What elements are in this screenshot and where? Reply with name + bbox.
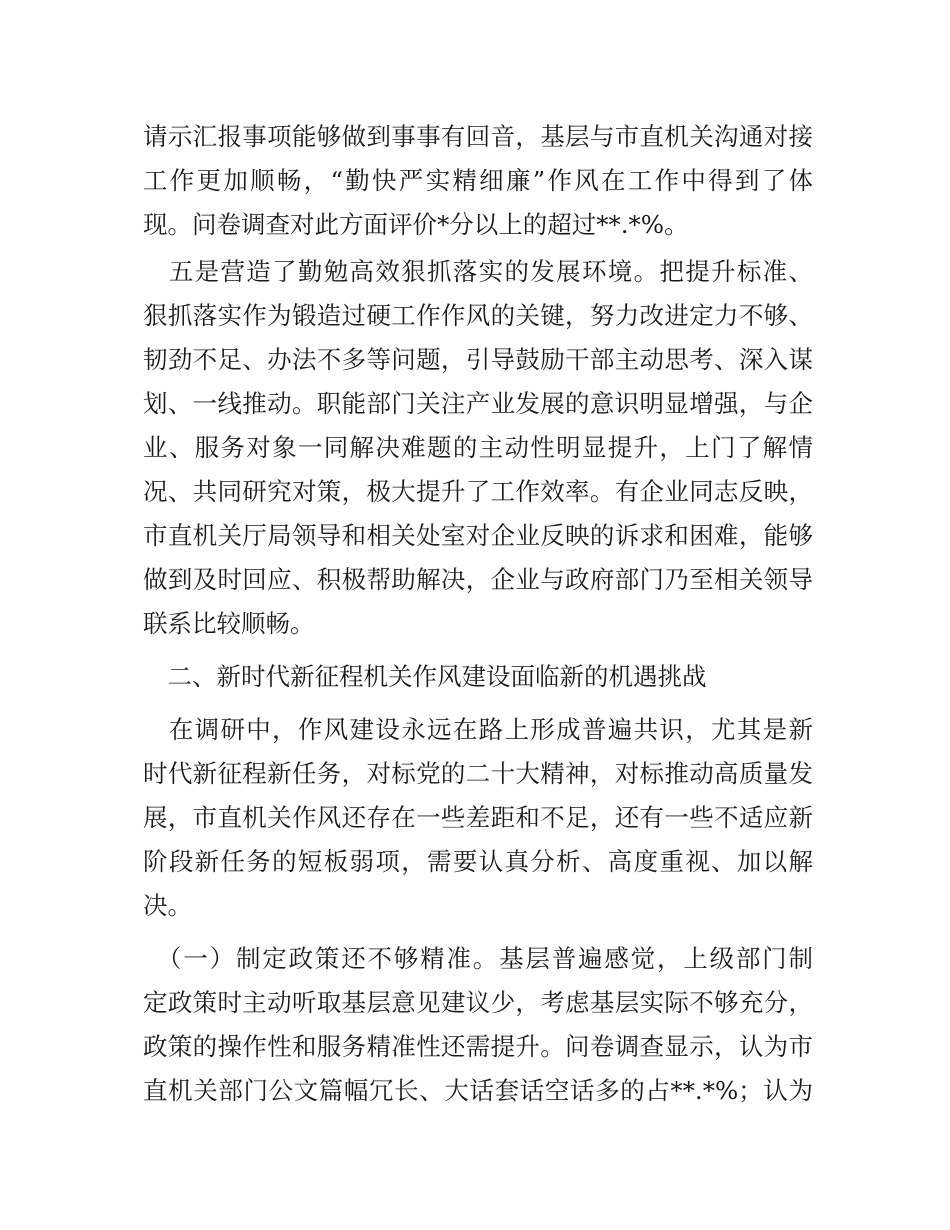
text-line-8: 业、服务对象一同解决难题的主动性明显提升，上门了解情 [143,433,813,462]
text-line-20: 定政策时主动听取基层意见建议少，考虑基层实际不够充分， [143,988,813,1017]
text-line-2: 工作更加顺畅，“勤快严实精细廉”作风在工作中得到了体 [143,166,813,195]
text-line-10: 市直机关厅局领导和相关处室对企业反映的诉求和困难，能够 [143,521,813,550]
text-line-12: 联系比较顺畅。 [143,609,315,638]
text-line-15: 时代新征程新任务，对标党的二十大精神，对标推动高质量发 [143,759,813,788]
text-line-16: 展，市直机关作风还存在一些差距和不足，还有一些不适应新 [143,803,813,832]
text-line-18: 决。 [143,891,192,920]
text-line-1: 请示汇报事项能够做到事事有回音，基层与市直机关沟通对接 [143,122,813,151]
text-line-17: 阶段新任务的短板弱项，需要认真分析、高度重视、加以解 [143,847,813,876]
text-line-5: 狠抓落实作为锻造过硬工作作风的关键，努力改进定力不够、 [143,301,813,330]
text-line-21: 政策的操作性和服务精准性还需提升。问卷调查显示，认为市 [143,1032,813,1061]
text-line-7: 划、一线推动。职能部门关注产业发展的意识明显增强，与企 [143,389,813,418]
text-line-4: 五是营造了勤勉高效狠抓落实的发展环境。把提升标准、 [143,257,813,286]
text-line-6: 韧劲不足、办法不多等问题，引导鼓励干部主动思考、深入谋 [143,345,813,374]
section-heading: 二、新时代新征程机关作风建设面临新的机遇挑战 [143,662,707,691]
text-line-11: 做到及时回应、积极帮助解决，企业与政府部门乃至相关领导 [143,565,813,594]
text-line-22: 直机关部门公文篇幅冗长、大话套话空话多的占**.*%；认为 [143,1076,813,1105]
subsection-line-19: （一）制定政策还不够精准。基层普遍感觉，上级部门制 [143,944,813,973]
text-line-3: 现。问卷调查对此方面评价*分以上的超过**.*%。 [143,210,689,239]
text-line-9: 况、共同研究对策，极大提升了工作效率。有企业同志反映， [143,477,813,506]
text-line-14: 在调研中，作风建设永远在路上形成普遍共识，尤其是新 [143,715,813,744]
